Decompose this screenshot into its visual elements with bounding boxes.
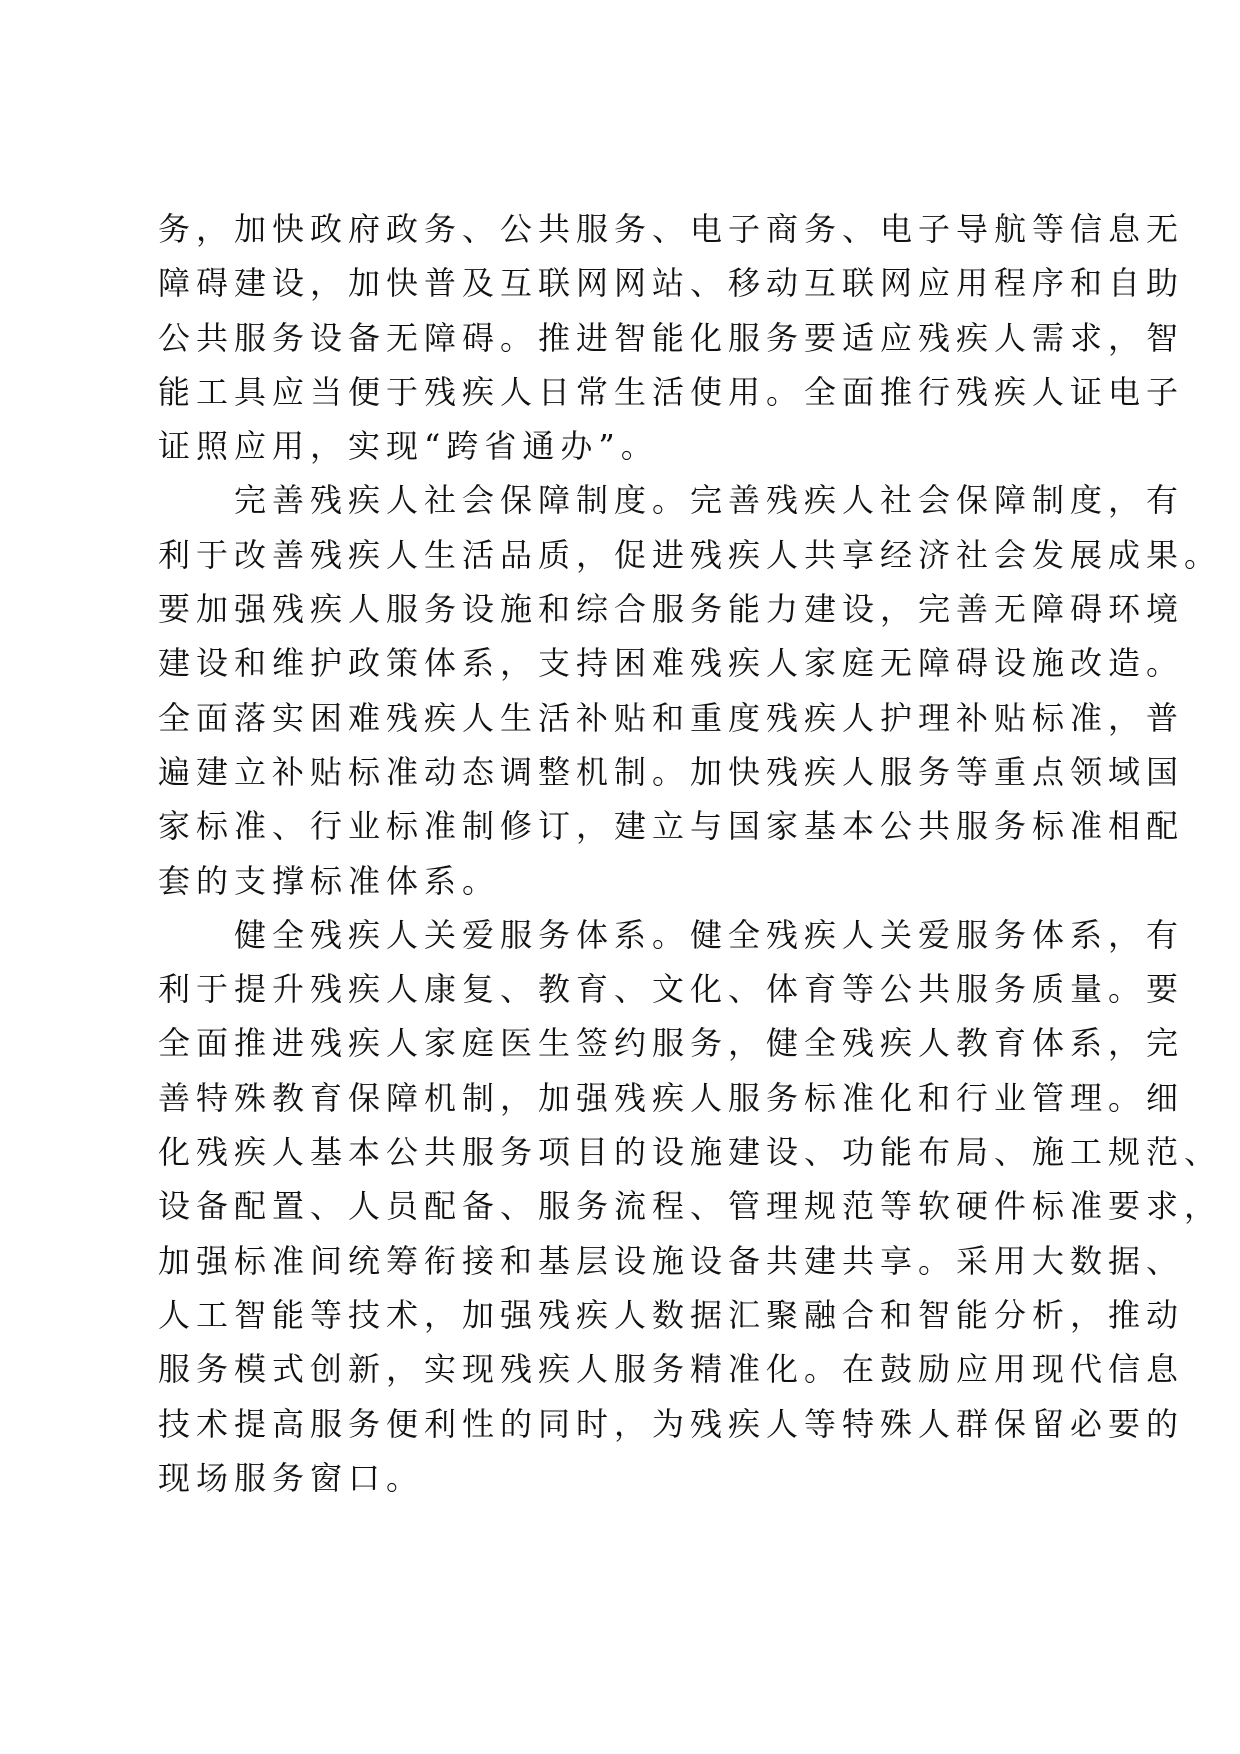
text-line: 利于改善残疾人生活品质，促进残疾人共享经济社会发展成果。 [158,535,1223,574]
text-line: 障碍建设，加快普及互联网网站、移动互联网应用程序和自助 [158,264,1185,303]
text-line: 人工智能等技术，加强残疾人数据汇聚融合和智能分析，推动 [158,1295,1185,1334]
text-line: 善特殊教育保障机制，加强残疾人服务标准化和行业管理。细 [158,1078,1185,1117]
body-text [158,202,1223,1505]
text-line: 要加强残疾人服务设施和综合服务能力建设，完善无障碍环境 [158,590,1185,629]
text-line: 加强标准间统筹衔接和基层设施设备共建共享。采用大数据、 [158,1241,1185,1280]
text-line: 现场服务窗口。 [158,1458,425,1497]
text-line: 建设和维护政策体系，支持困难残疾人家庭无障碍设施改造。 [158,644,1185,683]
text-line: 利于提升残疾人康复、教育、文化、体育等公共服务质量。要 [158,970,1185,1009]
text-line: 设备配置、人员配备、服务流程、管理规范等软硬件标准要求， [158,1187,1223,1226]
text-line: 务，加快政府政务、公共服务、电子商务、电子导航等信息无 [158,210,1185,248]
text-line: 技术提高服务便利性的同时，为残疾人等特殊人群保留必要的 [158,1404,1185,1443]
text-line: 证照应用，实现“跨省通办”。 [158,427,659,466]
text-line: 能工具应当便于残疾人日常生活使用。全面推行残疾人证电子 [158,372,1185,411]
text-line: 套的支撑标准体系。 [158,861,501,900]
text-line: 家标准、行业标准制修订，建立与国家基本公共服务标准相配 [158,807,1185,846]
text-line: 公共服务设备无障碍。推进智能化服务要适应残疾人需求，智 [158,318,1185,357]
text-line: 遍建立补贴标准动态调整机制。加快残疾人服务等重点领域国 [158,752,1185,791]
text-line: 全面推进残疾人家庭医生签约服务，健全残疾人教育体系，完 [158,1024,1185,1063]
text-line: 健全残疾人关爱服务体系。健全残疾人关爱服务体系，有 [158,915,1185,954]
text-line: 服务模式创新，实现残疾人服务精准化。在鼓励应用现代信息 [158,1350,1185,1389]
text-line: 化残疾人基本公共服务项目的设施建设、功能布局、施工规范、 [158,1133,1223,1172]
text-line: 全面落实困难残疾人生活补贴和重度残疾人护理补贴标准，普 [158,698,1185,737]
text-line: 完善残疾人社会保障制度。完善残疾人社会保障制度，有 [158,481,1185,520]
